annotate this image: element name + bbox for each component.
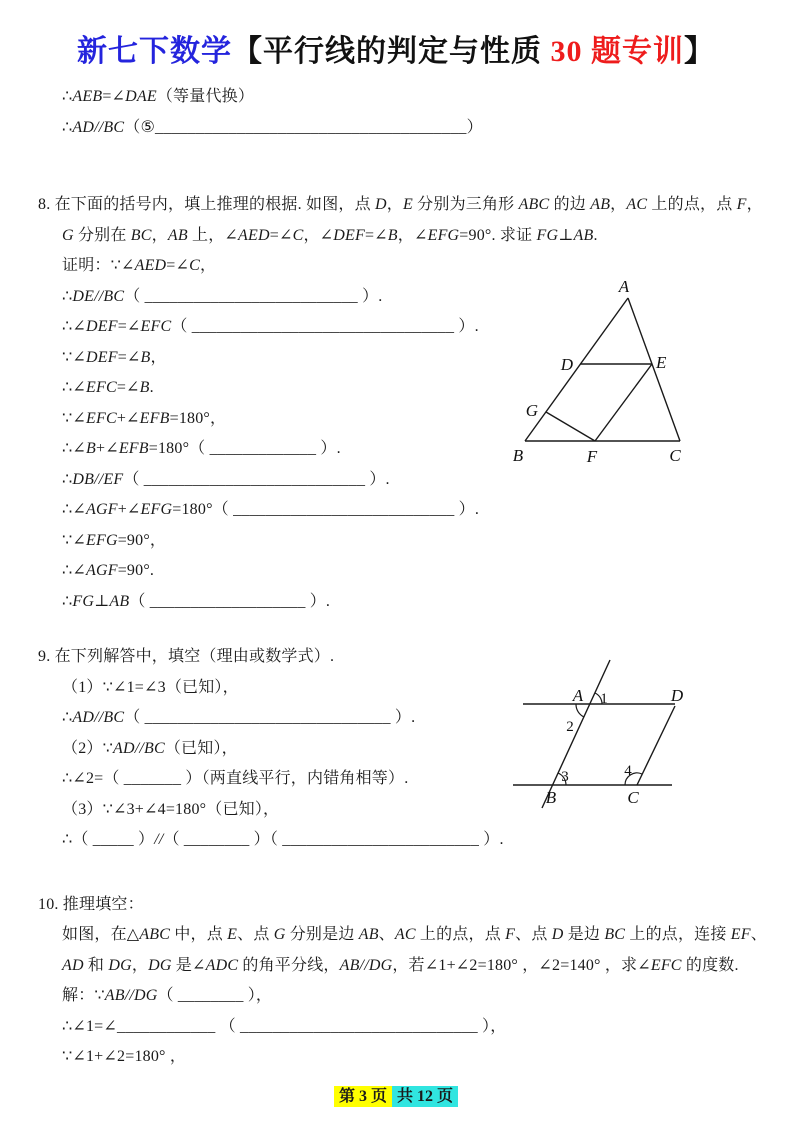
total-pages-badge: 共 12 页 <box>392 1086 458 1107</box>
text-line: ∵∠1+∠2=180° ， <box>62 1048 187 1065</box>
text-line: 9. 在下列解答中，填空（理由或数学式）. <box>38 648 335 665</box>
text-line: ∴DB//EF（ ___________________________ ）. <box>62 470 390 488</box>
text-line: （1）∵∠1=∠3（已知）， <box>62 678 239 696</box>
label-F: F <box>586 447 598 466</box>
label-B: B <box>512 446 524 465</box>
text-line: ∴AEB=∠DAE（等量代换） <box>62 88 255 105</box>
label-A: A <box>572 686 584 705</box>
text-line: ∴∠B+∠EFB=180°（ _____________ ）. <box>62 440 341 457</box>
page-footer <box>0 1083 792 1106</box>
text-line: ∵∠EFG=90°， <box>62 531 167 549</box>
text-line: ∴∠2=（ _______ ）（两直线平行，内错角相等）. <box>62 770 409 787</box>
text-line: 10. 推理填空： <box>38 895 144 913</box>
label-C: C <box>627 788 639 807</box>
text-line: ∴∠AGF+∠EFG=180°（ ___________________________ ）. <box>62 501 480 518</box>
text-line: ∴∠1=∠____________ （ _____________________________ ）， <box>62 1017 507 1035</box>
text-line: ∴AD//BC（⑤______________________________________） <box>62 118 483 136</box>
label-angle-1: 1 <box>600 691 608 707</box>
text-line: ∴FG⊥AB（ ___________________ ）. <box>62 592 331 610</box>
text-line: 解：∵AB//DG（ ________ ）， <box>62 987 273 1004</box>
text-line: ∴∠DEF=∠EFC（ ________________________________ ）. <box>62 318 479 335</box>
figure-parallel-lines <box>500 653 735 818</box>
text-line: ∴DE//BC（ __________________________ ）. <box>62 287 383 305</box>
triangle-figure-svg <box>498 276 703 471</box>
figure-triangle-abc <box>498 276 703 476</box>
title-part: 30 题专训 <box>550 35 684 68</box>
label-angle-4: 4 <box>624 763 632 779</box>
label-A: A <box>618 277 630 296</box>
label-C: C <box>669 446 681 465</box>
label-D: D <box>560 355 573 374</box>
label-G: G <box>525 401 538 420</box>
content-column <box>38 82 778 1073</box>
text-line: ∵∠DEF=∠B， <box>62 348 167 366</box>
parallel-lines <box>513 660 675 808</box>
label-angle-2: 2 <box>566 719 574 735</box>
parallel-figure-svg <box>500 653 735 813</box>
text-line: G 分别在 BC，AB 上，∠AED=∠C，∠DEF=∠B，∠EFG=90°. 求证 FG⊥AB. <box>62 226 598 244</box>
label-D: D <box>670 686 684 705</box>
title-part: 新七下数学 <box>77 35 232 68</box>
page-number-badge: 第 3 页 <box>334 1086 392 1107</box>
title-part: 【平行线的判定与性质 <box>232 35 551 68</box>
text-line: ∴AD//BC（ ______________________________ ）. <box>62 709 416 726</box>
label-E: E <box>656 353 667 372</box>
text-line: （3）∵∠3+∠4=180°（已知）， <box>62 800 280 818</box>
text-line: AD 和 DG，DG 是∠ADC 的角平分线，AB//DG，若∠1+∠2=180° ，∠2=140° ，求∠EFC 的度数. <box>62 956 739 974</box>
text-line: ∵∠EFC+∠EFB=180°， <box>62 409 227 427</box>
text-line: （2）∵AD//BC（已知）， <box>62 739 238 757</box>
text-line: ∴∠AGF=90°. <box>62 562 155 579</box>
text-line: 证明：∵∠AED=∠C， <box>62 257 217 274</box>
page-title <box>0 26 792 70</box>
section-intro-proof-end <box>38 82 778 143</box>
text-line: ∴∠EFC=∠B. <box>62 379 154 396</box>
text-line: 如图，在△ABC 中，点 E、点 G 分别是边 AB、AC 上的点，点 F、点 D 是边 BC 上的点，连接 EF、 <box>62 926 767 943</box>
text-line: ∴（ _____ ）//（ ________ ）（ ________________________ ）. <box>62 831 504 848</box>
label-B: B <box>545 788 557 807</box>
text-line: 8. 在下面的括号内，填上推理的根据. 如图，点 D，E 分别为三角形 ABC 的边 AB，AC 上的点，点 F， <box>38 196 763 213</box>
section-problem-10 <box>38 890 778 1073</box>
title-part: 】 <box>684 35 715 68</box>
label-angle-3: 3 <box>561 769 569 785</box>
